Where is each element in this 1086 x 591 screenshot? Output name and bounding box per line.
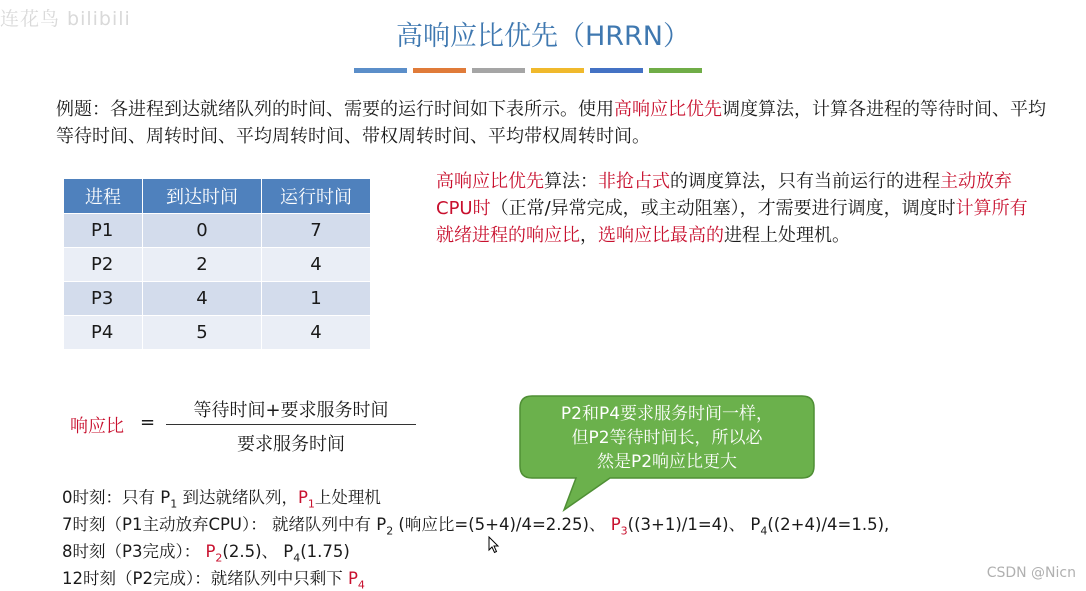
desc-span: 选响应比最高的 bbox=[598, 225, 724, 246]
step-sub: 1 bbox=[307, 497, 315, 511]
desc-span: 计算所有就绪进程的响应比 bbox=[436, 198, 1028, 246]
table-header: 进程 bbox=[64, 179, 143, 214]
color-bar-segment bbox=[354, 68, 407, 73]
intro-text-2: 调度算法，计算各进程的等待时间、平均等待时间、周转时间、平均周转时间、带权周转时间、平均带权周转时间。 bbox=[56, 99, 1046, 147]
step-time-12 bbox=[62, 565, 365, 591]
step-sub: 2 bbox=[386, 524, 394, 538]
credit-watermark: CSDN @Nicn bbox=[986, 565, 1076, 581]
step-sub: 4 bbox=[357, 578, 365, 591]
step-text: 7时刻（P1主动放弃CPU）： 就绪队列中有 P bbox=[62, 515, 387, 534]
formula-denominator: 要求服务时间 bbox=[237, 434, 345, 455]
step-text: P bbox=[297, 488, 308, 507]
table-cell: 4 bbox=[262, 248, 371, 282]
table-cell: 1 bbox=[262, 282, 371, 316]
step-text: (1.75) bbox=[300, 542, 350, 561]
step-text: P bbox=[205, 542, 216, 561]
desc-span: 算法： bbox=[544, 171, 598, 192]
color-bar-segment bbox=[472, 68, 525, 73]
step-time-8 bbox=[62, 538, 350, 564]
step-text: 上处理机 bbox=[314, 488, 381, 507]
page-title: 高响应比优先（HRRN） bbox=[395, 21, 691, 52]
watermark: 连花鸟 bilibili bbox=[0, 8, 131, 30]
color-bar-segment bbox=[413, 68, 466, 73]
step-sub: 3 bbox=[620, 524, 628, 538]
step-text: ((2+4)/4=1.5), bbox=[767, 515, 890, 534]
table-row bbox=[64, 316, 371, 350]
table-row bbox=[64, 214, 371, 248]
desc-span: （正常/异常完成，或主动阻塞），才需要进行调度，调度时 bbox=[490, 198, 956, 219]
desc-span: ， bbox=[580, 225, 598, 246]
step-text: 8时刻（P3完成）： bbox=[62, 542, 206, 561]
desc-span: 的调度算法，只有当前运行的进程 bbox=[670, 171, 940, 192]
table-cell: 4 bbox=[143, 282, 262, 316]
formula-numerator: 等待时间+要求服务时间 bbox=[193, 400, 389, 421]
callout-line: 然是P2响应比更大 bbox=[596, 452, 738, 472]
table-cell: 7 bbox=[262, 214, 371, 248]
table-cell: 5 bbox=[143, 316, 262, 350]
fraction-line bbox=[166, 424, 416, 425]
table-row bbox=[64, 248, 371, 282]
step-text: (2.5)、 P bbox=[222, 542, 294, 561]
step-sub: 4 bbox=[293, 551, 301, 565]
table-header: 到达时间 bbox=[143, 179, 262, 214]
intro-text-1: 例题：各进程到达就绪队列的时间、需要的运行时间如下表所示。使用 bbox=[56, 99, 614, 120]
table-cell: 2 bbox=[143, 248, 262, 282]
table-cell: P1 bbox=[64, 214, 143, 248]
intro-paragraph bbox=[56, 96, 1046, 150]
desc-span: 主动放弃CPU时 bbox=[436, 171, 1012, 219]
desc-span: 高响应比优先 bbox=[436, 171, 544, 192]
formula-label: 响应比 bbox=[70, 416, 124, 437]
table-cell: P4 bbox=[64, 316, 143, 350]
step-sub: 1 bbox=[170, 497, 178, 511]
table-cell: 0 bbox=[143, 214, 262, 248]
table-cell: P3 bbox=[64, 282, 143, 316]
table-header: 运行时间 bbox=[262, 179, 371, 214]
mouse-cursor-icon bbox=[488, 536, 500, 554]
callout-text bbox=[526, 402, 808, 474]
color-bar-segment bbox=[590, 68, 643, 73]
step-text: 12时刻（P2完成）：就绪队列中只剩下 bbox=[62, 569, 348, 588]
step-text: ((3+1)/1=4)、 P bbox=[627, 515, 761, 534]
step-sub: 2 bbox=[215, 551, 223, 565]
color-bar-segment bbox=[649, 68, 702, 73]
step-text: P bbox=[347, 569, 358, 588]
table-cell: 4 bbox=[262, 316, 371, 350]
algorithm-description bbox=[436, 168, 1036, 249]
intro-highlight: 高响应比优先 bbox=[614, 99, 722, 120]
callout-line: 但P2等待时间长，所以必 bbox=[571, 428, 763, 448]
table-cell: P2 bbox=[64, 248, 143, 282]
table-header-row bbox=[64, 179, 371, 214]
title-color-bar bbox=[354, 68, 702, 73]
step-sub: 4 bbox=[760, 524, 768, 538]
step-time-0 bbox=[62, 484, 381, 510]
callout-line: P2和P4要求服务时间一样， bbox=[560, 404, 774, 424]
process-table bbox=[63, 178, 371, 350]
formula-equals: = bbox=[140, 412, 156, 433]
table-row bbox=[64, 282, 371, 316]
desc-span: 非抢占式 bbox=[598, 171, 670, 192]
desc-span: 进程上处理机。 bbox=[724, 225, 850, 246]
step-text: 0时刻：只有 P bbox=[62, 488, 171, 507]
color-bar-segment bbox=[531, 68, 584, 73]
step-text: P bbox=[610, 515, 621, 534]
step-text: (响应比=(5+4)/4=2.25)、 bbox=[393, 515, 611, 534]
step-time-7 bbox=[62, 511, 889, 537]
step-text: 到达就绪队列， bbox=[177, 488, 298, 507]
